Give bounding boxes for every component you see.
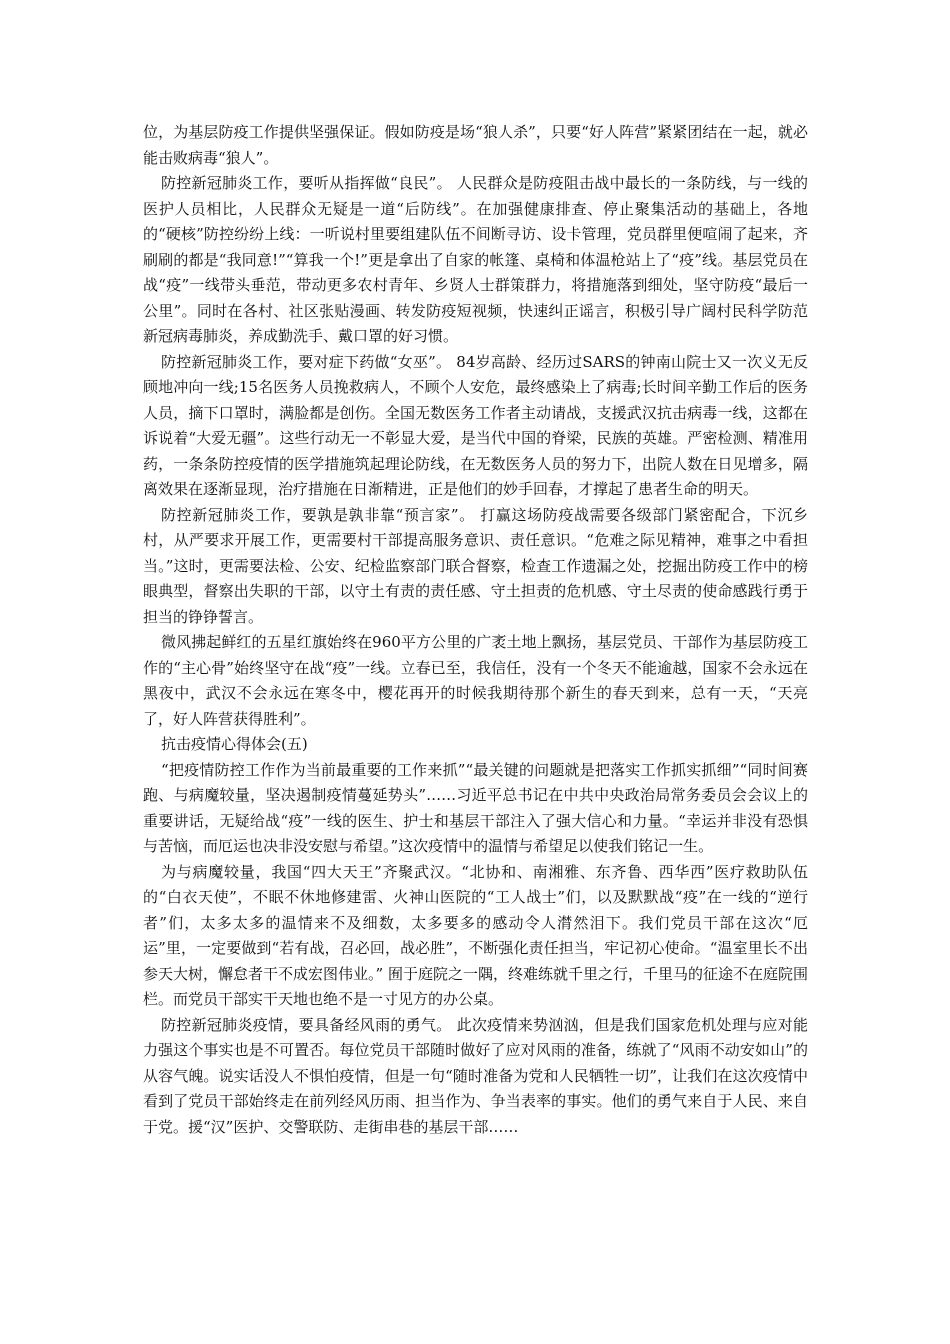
document-body <box>143 120 808 1140</box>
section-heading: 抗击疫情心得体会(五) <box>161 735 308 753</box>
paragraph: “把疫情防控工作作为当前最重要的工作来抓”“最关键的问题就是把落实工作抓实抓细”“同时间赛跑、与病魔较量，坚决遏制疫情蔓延势头”……习近平总书记在中共中央政治局常务委员会会议上的重要讲话，无疑给战“疫”一线的医生、护士和基层干部注入了强大信心和力量。“幸运并非没有恐惧与苦恼，而厄运也决非没安慰与希望。”这次疫情中的温情与希望足以使我们铭记一生。 <box>143 760 808 855</box>
paragraph: 防控新冠肺炎工作，要孰是孰非靠“预言家”。 打赢这场防疫战需要各级部门紧密配合，下沉乡村，从严要求开展工作，更需要村干部提高服务意识、责任意识。“危难之际见精神，难事之中看担当。”这时，更需要法检、公安、纪检监察部门联合督察，检查工作遗漏之处，挖掘出防疫工作中的榜眼典型，督察出失职的干部，以守土有责的责任感、守土担责的危机感、守土尽责的使命感践行勇于担当的铮铮誓言。 <box>143 505 808 626</box>
paragraph: 防控新冠肺炎疫情，要具备经风雨的勇气。 此次疫情来势汹汹，但是我们国家危机处理与应对能力强这个事实也是不可置否。每位党员干部随时做好了应对风雨的准备，练就了“风雨不动安如山”的从容气魄。说实话没人不惧怕疫情，但是一句“随时准备为党和人民牺牲一切”，让我们在这次疫情中看到了党员干部始终走在前列经风历雨、担当作为、争当表率的事实。他们的勇气来自于人民、来自于党。援“汉”医护、交警联防、走街串巷的基层干部…… <box>143 1015 808 1136</box>
paragraph: 防控新冠肺炎工作，要听从指挥做“良民”。 人民群众是防疫阻击战中最长的一条防线，与一线的医护人员相比，人民群众无疑是一道“后防线”。在加强健康排查、停止聚集活动的基础上，各地的“硬核”防控纷纷上线：一听说村里要组建队伍不间断寻访、设卡管理，党员群里便喧闹了起来，齐刷刷的都是“我同意!”“算我一个!”更是拿出了自家的帐篷、桌椅和体温枪站上了“疫”线。基层党员在战“疫”一线带头垂范，带动更多农村青年、乡贤人士群策群力，将措施落到细处，坚守防疫“最后一公里”。同时在各村、社区张贴漫画、转发防疫短视频，快速纠正谣言，积极引导广阔村民科学防范新冠病毒肺炎，养成勤洗手、戴口罩的好习惯。 <box>143 174 808 345</box>
paragraph: 为与病魔较量，我国“四大天王”齐聚武汉。“北协和、南湘雅、东齐鲁、西华西”医疗救助队伍的“白衣天使”，不眠不休地修建雷、火神山医院的“工人战士”们，以及默默战“疫”在一线的“逆行者”们，太多太多的温情来不及细数，太多要多的感动令人潸然泪下。我们党员干部在这次“厄运”里，一定要做到“若有战，召必回，战必胜”，不断强化责任担当，牢记初心使命。“温室里长不出参天大树，懈怠者干不成宏图伟业。” 囿于庭院之一隅，终难练就千里之行，千里马的征途不在庭院围栏。而党员干部实干天地也绝不是一寸见方的办公桌。 <box>143 862 808 1008</box>
paragraph: 位，为基层防疫工作提供坚强保证。假如防疫是场“狼人杀”，只要“好人阵营”紧紧团结在一起，就必能击败病毒“狼人”。 <box>143 123 808 167</box>
paragraph: 微风拂起鲜红的五星红旗始终在960平方公里的广袤土地上飘扬，基层党员、干部作为基层防疫工作的“主心骨”始终坚守在战“疫”一线。立春已至，我信任，没有一个冬天不能逾越，国家不会永远在黑夜中，武汉不会永远在寒冬中，樱花再开的时候我期待那个新生的春天到来，总有一天，“天亮了，好人阵营获得胜利”。 <box>143 633 808 728</box>
paragraph: 防控新冠肺炎工作，要对症下药做“女巫”。 84岁高龄、经历过SARS的钟南山院士又一次义无反顾地冲向一线;15名医务人员挽救病人，不顾个人安危，最终感染上了病毒;长时间辛勤工作后的医务人员，摘下口罩时，满脸都是创伤。全国无数医务工作者主动请战，支援武汉抗击病毒一线，这都在诉说着“大爱无疆”。这些行动无一不彰显大爱，是当代中国的脊梁，民族的英雄。严密检测、精准用药，一条条防控疫情的医学措施筑起理论防线，在无数医务人员的努力下，出院人数在日见增多，隔离效果在逐渐显现，治疗措施在日渐精进，正是他们的妙手回春，才撑起了患者生命的明天。 <box>143 352 808 498</box>
